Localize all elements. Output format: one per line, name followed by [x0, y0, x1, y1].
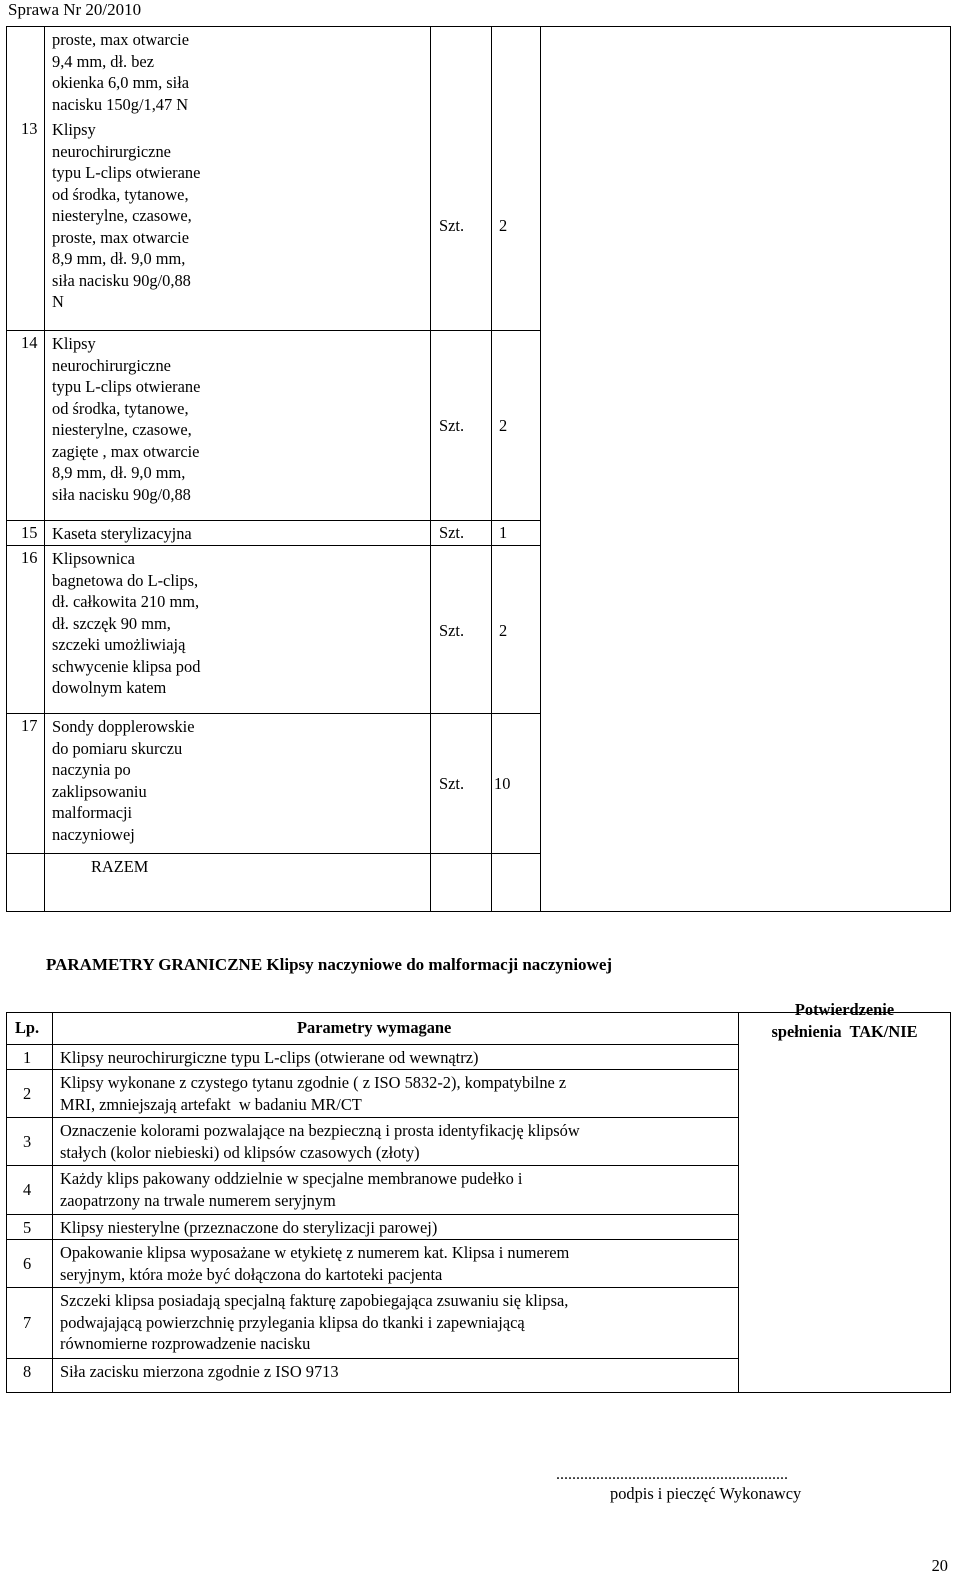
col-divider: [540, 27, 541, 911]
parameter-text: Oznaczenie kolorami pozwalające na bezpieczną i prosta identyfikację klipsów stałych (kolor niebieski) od klipsów czasowych (złoty): [60, 1121, 580, 1162]
unit: Szt.: [439, 416, 465, 435]
section-title-rest: Klipsy naczyniowe do malformacji naczyniowej: [266, 955, 613, 974]
unit: Szt.: [439, 216, 465, 235]
row-number: 15: [21, 523, 38, 542]
products-table: [6, 26, 951, 912]
parameter-text: Klipsy niesterylne (przeznaczone do sterylizacji parowej): [60, 1218, 438, 1237]
signature-line: ..........................................................: [556, 1466, 788, 1483]
row-divider: [7, 1069, 738, 1070]
parameter-text: Klipsy wykonane z czystego tytanu zgodnie ( z ISO 5832-2), kompatybilne z MRI, zmniejszają artefakt w badaniu MR/CT: [60, 1073, 567, 1114]
product-description: Klipsy neurochirurgiczne typu L-clips otwierane od środka, tytanowe, niesterylne, czasowe, proste, max otwarcie 8,9 mm, dł. 9,0 mm, siła nacisku 90g/0,88 N: [52, 120, 201, 311]
row-number: 6: [23, 1254, 32, 1273]
row-divider: [7, 520, 540, 521]
row-number: 7: [23, 1313, 32, 1332]
unit: Szt.: [439, 774, 465, 793]
row-number: 17: [21, 716, 38, 735]
row-divider: [7, 330, 540, 331]
page-number: 20: [931, 1556, 948, 1575]
col-divider: [738, 1013, 739, 1392]
col-divider: [430, 27, 431, 911]
quantity: 2: [499, 621, 508, 640]
row-number: 2: [23, 1084, 32, 1103]
product-description: Klipsy neurochirurgiczne typu L-clips otwierane od środka, tytanowe, niesterylne, czasowe, zagięte , max otwarcie 8,9 mm, dł. 9,0 mm, siła nacisku 90g/0,88: [52, 334, 201, 504]
product-description: Klipsownica bagnetowa do L-clips, dł. całkowita 210 mm, dł. szczęk 90 mm, szczeki umożliwiają schwycenie klipsa pod dowolnym katem: [52, 549, 201, 697]
quantity: 2: [499, 216, 508, 235]
header-lp: Lp.: [15, 1018, 40, 1037]
col-divider: [491, 27, 492, 911]
parameters-table: [6, 1000, 951, 1393]
quantity: 10: [494, 774, 511, 793]
row-divider: [7, 1044, 738, 1045]
product-description: Kaseta sterylizacyjna: [52, 524, 192, 543]
unit: Szt.: [439, 621, 465, 640]
row-divider: [7, 1239, 738, 1240]
header-confirm: Potwierdzenie spełnienia TAK/NIE: [771, 1000, 918, 1041]
row-number: 3: [23, 1132, 32, 1151]
quantity: 2: [499, 416, 508, 435]
row-divider: [7, 1117, 738, 1118]
section-title: [46, 955, 612, 975]
row-number: 5: [23, 1218, 32, 1237]
parameter-text: Opakowanie klipsa wyposażane w etykietę z numerem kat. Klipsa i numerem seryjnym, która może być dołączona do kartoteki pacjenta: [60, 1243, 570, 1284]
row-divider: [7, 853, 540, 854]
parameter-text: Szczeki klipsa posiadają specjalną fakturę zapobiegająca zsuwaniu się klipsa, podwajającą powierzchnię przylegania klipsa do tkanki i zapewniającą równomierne rozprowadzenie nacisku: [60, 1291, 569, 1353]
section-title-bold: PARAMETRY GRANICZNE: [46, 955, 263, 974]
row-divider: [7, 1165, 738, 1166]
signature-label: podpis i pieczęć Wykonawcy: [610, 1484, 802, 1503]
row-number: 14: [21, 333, 38, 352]
product-description: proste, max otwarcie 9,4 mm, dł. bez okienka 6,0 mm, siła nacisku 150g/1,47 N: [52, 30, 190, 114]
row-number: 4: [23, 1180, 32, 1199]
row-divider: [7, 713, 540, 714]
row-number: 13: [21, 119, 38, 138]
row-divider: [7, 1358, 738, 1359]
row-number: 16: [21, 548, 38, 567]
row-number: 1: [23, 1048, 32, 1067]
parameter-text: Siła zacisku mierzona zgodnie z ISO 9713: [60, 1362, 339, 1381]
row-divider: [7, 1214, 738, 1215]
unit: Szt.: [439, 523, 465, 542]
parameter-text: Każdy klips pakowany oddzielnie w specjalne membranowe pudełko i zaopatrzony na trwale numerem seryjnym: [60, 1169, 523, 1210]
row-divider: [7, 545, 540, 546]
parameter-text: Klipsy neurochirurgiczne typu L-clips (otwierane od wewnątrz): [60, 1048, 479, 1067]
header-params: Parametry wymagane: [297, 1018, 452, 1037]
row-number: 8: [23, 1362, 32, 1381]
quantity: 1: [499, 523, 508, 542]
document-header: Sprawa Nr 20/2010: [8, 0, 142, 19]
product-description: Sondy dopplerowskie do pomiaru skurczu naczynia po zaklipsowaniu malformacji naczyniowej: [52, 717, 195, 844]
total-label: RAZEM: [91, 857, 149, 876]
row-divider: [7, 1287, 738, 1288]
col-divider: [44, 27, 45, 911]
